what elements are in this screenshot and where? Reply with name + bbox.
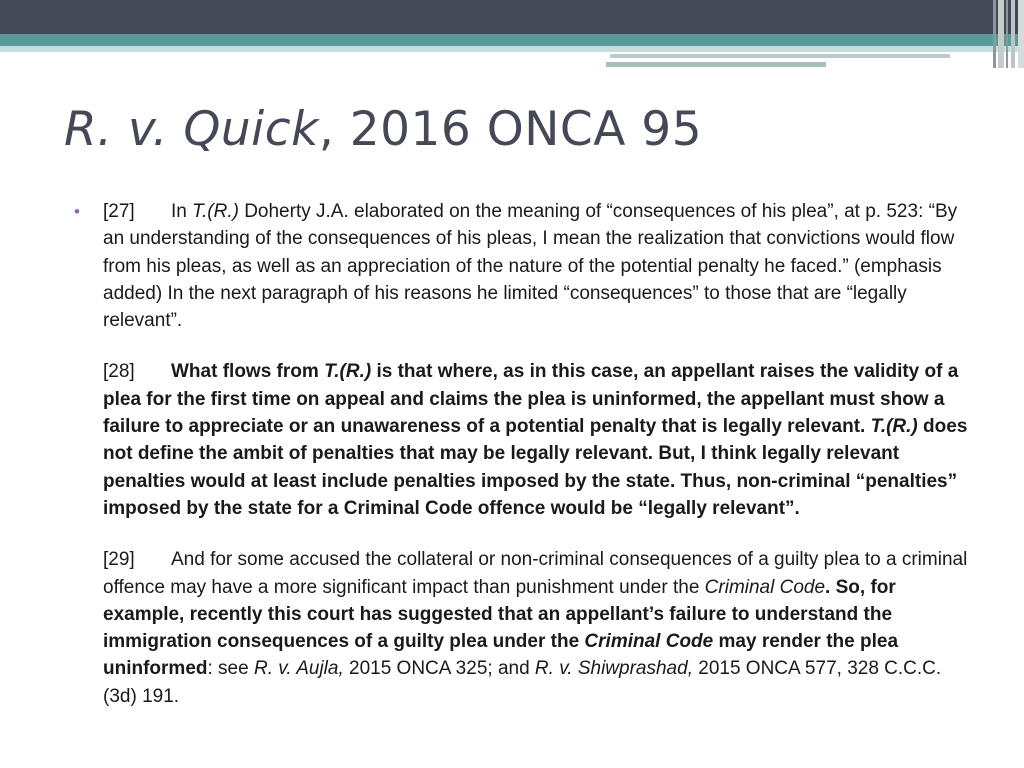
text: What flows from [171,361,325,383]
text: is that where, as in this case, an appellant raises the validity of a plea for the first time on appeal and claims the plea is uninformed, the appellant must show a failure to appreciate or an unawareness of a potential penalty that is legally relevant. [103,361,959,438]
text: : see [207,658,254,680]
header-band-teal [0,34,1024,46]
header-accent-stripe [998,0,1004,68]
paragraph-28 [103,358,973,522]
header-accent-stripe [1006,0,1008,68]
paragraph-27 [74,198,973,334]
text: does not define the ambit of penalties that may be legally relevant. But, I think legally relevant penalties would at least include penalties imposed by the state. Thus, non-criminal “penalties” imposed by the state for a Criminal Code offence would be “legally relevant”. [103,416,968,519]
slide-body [74,198,973,734]
text: In [171,201,193,222]
paragraph-29 [103,546,973,710]
title-citation: , 2016 ONCA 95 [318,102,703,157]
case-citation: T.(R.) [324,361,372,383]
paragraph-number: [29] [103,549,135,571]
header-accent-stripe [993,0,996,68]
header-accent-line [606,62,826,67]
text: may render the plea uninformed [103,631,899,680]
header-band-dark [0,0,1024,34]
statute-name: Criminal Code [584,631,714,653]
header-accent-stripe [1011,0,1015,68]
text: 2015 ONCA 325; and [343,658,535,680]
text: Doherty J.A. elaborated on the meaning of “consequences of his plea”, at p. 523: “By an understanding of the consequences of his pleas, I mean the realization that convictions would flow from his pleas, as well as an appreciation of the nature of the potential penalty he faced.” (emphasis added) In the next paragraph of his reasons he limited “consequences” to those that are “legally relevant”. [103,201,958,332]
bullet-icon: • [74,202,80,221]
slide-title [64,102,702,157]
case-citation: T.(R.) [192,201,239,222]
paragraph-number: [28] [103,361,135,383]
paragraph-number: [27] [103,201,135,222]
statute-name: Criminal Code [704,576,826,598]
text: 2015 ONCA 577, 328 C.C.C. (3d) 191. [103,658,942,707]
text: And for some accused the collateral or non-criminal consequences of a guilty plea to a criminal offence may have a more significant impact than punishment under the [103,549,968,598]
case-citation: R. v. Shiwprashad, [534,658,693,680]
case-citation: T.(R.) [870,416,918,438]
header-accent-stripe [1018,0,1024,68]
header-band-light [0,46,1024,52]
header-accent-line [610,54,950,58]
title-case-name: R. v. Quick [64,102,319,157]
case-citation: R. v. Aujla, [253,658,344,680]
text: . So, for example, recently this court has suggested that an appellant’s failure to understand the immigration consequences of a guilty plea under the [103,576,896,653]
